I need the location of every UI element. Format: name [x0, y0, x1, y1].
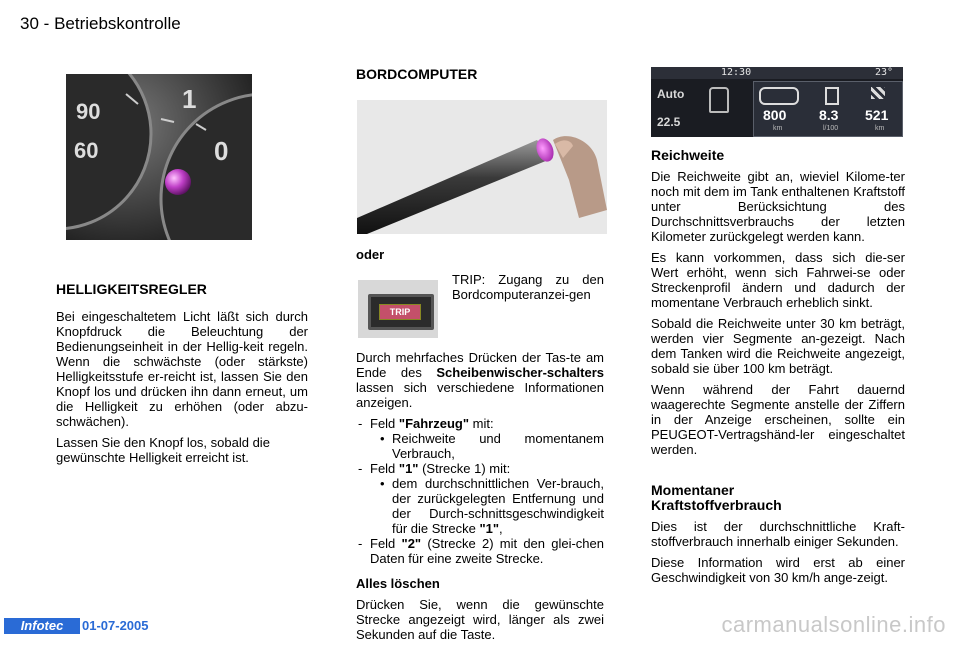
field2-prefix: Feld: [370, 461, 399, 476]
field2-bullet-end: ,: [499, 521, 503, 536]
svg-text:1: 1: [182, 84, 197, 114]
field2-suffix: (Strecke 1) mit:: [418, 461, 511, 476]
field3-prefix: Feld: [370, 536, 402, 551]
footer-date: 01-07-2005: [82, 618, 149, 633]
brightness-knob-icon: [165, 169, 191, 195]
consumption-paragraph-1: Dies ist der durchschnittliche Kraft-stoffverbrauch innerhalb einiger Sekunden.: [651, 519, 905, 549]
bordcomputer-intro: [356, 350, 604, 410]
field1-suffix: mit:: [469, 416, 494, 431]
display-time: 12:30: [721, 67, 752, 78]
range-paragraph-4: Wenn während der Fahrt dauernd waagerechte Segmente anstelle der Ziffern in der Anzeige erscheinen, sollte ein PEUGEOT-Vertragshänd-ler eingeschaltet werden.: [651, 382, 905, 457]
svg-text:0: 0: [214, 136, 229, 166]
watermark: carmanualsonline.info: [721, 612, 946, 637]
trip-button[interactable]: [379, 304, 421, 320]
display-distance-unit: km: [875, 125, 885, 132]
wiper-stalk-photo: [357, 100, 607, 234]
field2-bullet: [380, 476, 604, 536]
display-range: 800: [763, 107, 787, 123]
field-item-vehicle: [356, 416, 604, 461]
consumption-title-line-2: Kraftstoffverbrauch: [651, 497, 782, 513]
trip-button-label: TRIP: [389, 307, 411, 317]
consumption-title-line-1: Momentaner: [651, 482, 735, 498]
display-mode: Auto: [657, 87, 685, 101]
intro-bold: Scheibenwischer-schalters: [436, 365, 604, 380]
field1-prefix: Feld: [370, 416, 399, 431]
fuel-icon: [825, 87, 839, 105]
field2-bullet-text: dem durchschnittlichen Ver-brauch, der zurückgelegten Entfernung und der Durch-schnittsgeschwindigkeit für die Strecke: [392, 476, 604, 536]
middle-column-text: [356, 350, 604, 648]
consumption-paragraph-2: Diese Information wird erst ab einer Geschwindigkeit von 30 km/h ange-zeigt.: [651, 555, 905, 585]
svg-text:60: 60: [74, 138, 99, 163]
range-title: Reichweite: [651, 147, 725, 163]
field-item-trip2: [356, 536, 604, 566]
clear-all-title: Alles löschen: [356, 576, 440, 591]
infotec-logo: Infotec: [4, 618, 80, 634]
field1-bullet: • Reichweite und momentanem Verbrauch,: [380, 431, 604, 461]
field2-bullets: [370, 476, 604, 536]
seat-icon: [709, 87, 729, 113]
wiper-stalk-illustration: [357, 100, 607, 234]
header-separator: -: [43, 14, 50, 33]
display-left-value: 22.5: [657, 115, 681, 129]
field1-name: "Fahrzeug": [398, 416, 470, 431]
field3-name: "2": [401, 536, 422, 551]
oder-label: oder: [356, 247, 385, 262]
vehicle-icon: [759, 87, 799, 105]
gauge-illustration: [66, 74, 252, 240]
left-column: [56, 282, 308, 471]
page-header: [20, 14, 181, 34]
intro-text-1: Durch mehrfaches Drücken der Tas-te am Ende des: [356, 350, 604, 380]
trip-button-photo: [358, 280, 438, 338]
display-consumption-unit: l/100: [823, 125, 839, 132]
display-range-unit: km: [773, 125, 783, 132]
field3-suffix: (Strecke 2) mit den glei-chen Daten für eine zweite Strecke.: [370, 536, 604, 566]
field-item-trip1: [356, 461, 604, 536]
multifunction-display-photo: [651, 67, 903, 137]
range-paragraph-2: Es kann vorkommen, dass sich die-ser Wert erhöht, wenn sich Fahrwei-se oder Streckenprofil ändern und dadurch der momentane Verbrauch erheblich sinkt.: [651, 250, 905, 310]
brightness-title: HELLIGKEITSREGLER: [56, 281, 207, 297]
range-paragraph-3: Sobald die Reichweite unter 30 km beträgt, werden vier Segmente an-gezeigt. Nach dem Tanken wird die Reichweite angezeigt, sobald sie über 100 km beträgt.: [651, 316, 905, 376]
display-distance: 521: [865, 107, 889, 123]
svg-text:90: 90: [76, 99, 101, 124]
display-consumption: 8.3: [819, 107, 839, 123]
clear-all-text: Drücken Sie, wenn die gewünschte Strecke angezeigt wird, länger als zwei Sekunden auf die Taste.: [356, 597, 604, 642]
display-temperature: 23°: [875, 67, 894, 78]
page-number: 30: [20, 14, 39, 33]
dashboard-gauge-photo: [66, 74, 252, 240]
brightness-paragraph-1: Bei eingeschaltetem Licht läßt sich durch Knopfdruck die Beleuchtung der Bedienungseinheit in der Hellig-keit regeln. Wenn die schwächste (oder stärkste) Helligkeitsstufe er-reicht ist, lassen Sie den Knopf los und drücken ihn dann erneut, um die Helligkeit zu erhöhen (oder abzu-schwächen).: [56, 309, 308, 429]
bordcomputer-title: BORDCOMPUTER: [356, 66, 478, 82]
field2-bullet-name: "1": [479, 521, 499, 536]
trip-caption: [452, 272, 604, 308]
range-paragraph-1: Die Reichweite gibt an, wieviel Kilome-ter noch mit dem im Tank enthaltenen Kraftstoff unter Berücksichtung des Durchschnittsverbrauchs der letzten Kilometer zurückgelegt werden kann.: [651, 169, 905, 244]
right-column: [651, 148, 905, 591]
field1-bullets: [370, 431, 604, 461]
section-title: Betriebskontrolle: [54, 14, 181, 33]
flag-icon: [871, 87, 885, 99]
field-list: [356, 416, 604, 566]
intro-text-2: lassen sich verschiedene Informationen anzeigen.: [356, 380, 604, 410]
trip-text: TRIP: Zugang zu den Bordcomputeranzei-gen: [452, 272, 604, 302]
brightness-paragraph-2: Lassen Sie den Knopf los, sobald die gewünschte Helligkeit erreicht ist.: [56, 435, 270, 465]
field2-name: "1": [398, 461, 419, 476]
